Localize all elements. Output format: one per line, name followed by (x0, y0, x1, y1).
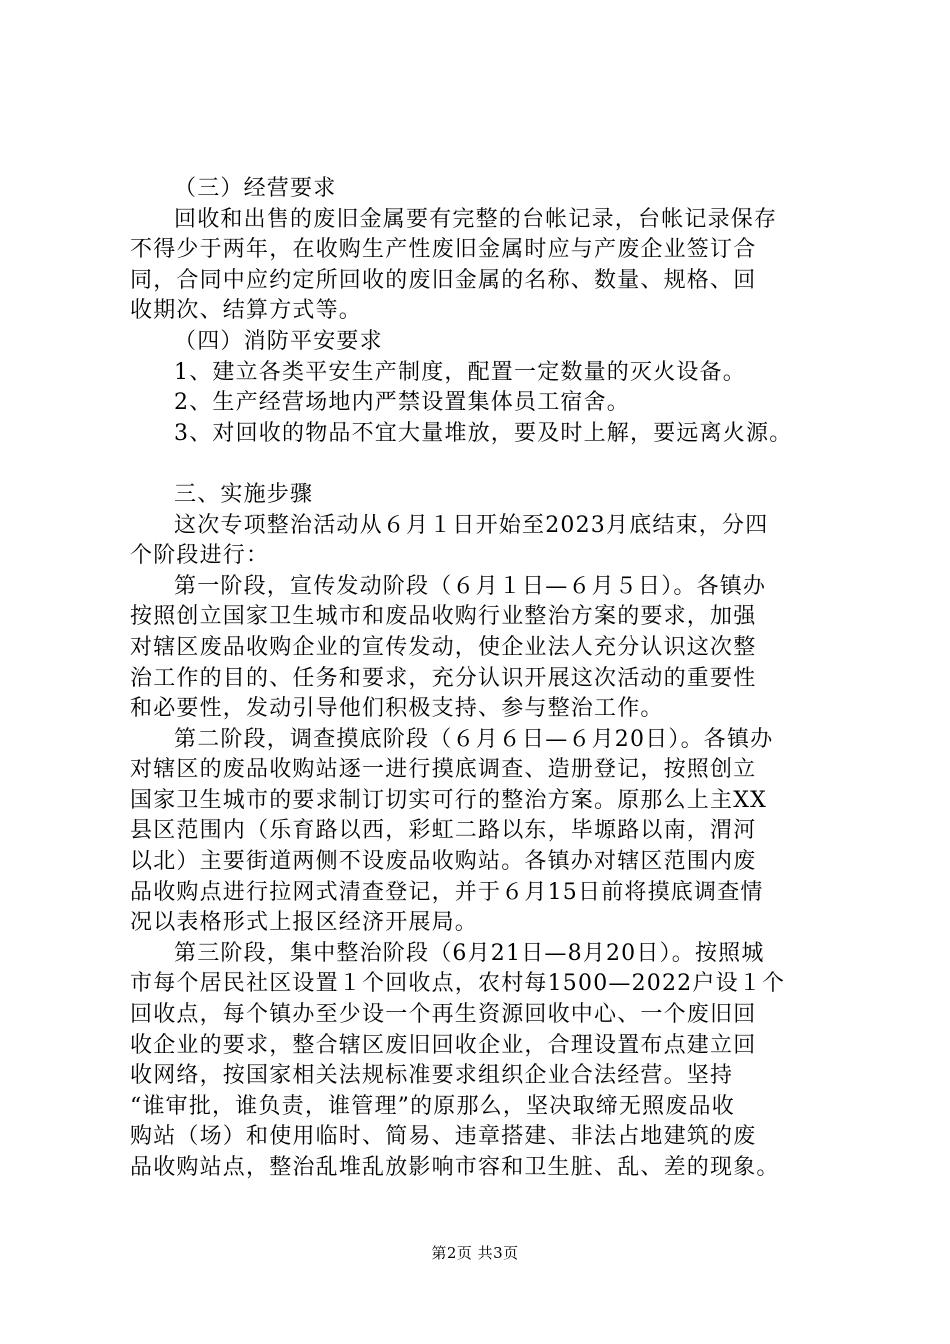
section-heading-operations: （三）经营要求 (174, 176, 337, 201)
list-item: 1、建立各类平安生产制度，配置一定数量的灭火设备。 (174, 359, 746, 385)
paragraph-line: 第一阶段，宣传发动阶段（６月１日—６月５日）。各镇办 (174, 573, 767, 599)
paragraph-line: 以北）主要街道两侧不设废品收购站。各镇办对辖区范围内废 (130, 849, 757, 875)
paragraph-line: 和必要性，发动引导他们积极支持、参与整治工作。 (130, 696, 664, 722)
paragraph-line: “谁审批，谁负责，谁管理”的原那么，坚决取缔无照废品收 (130, 1093, 735, 1119)
paragraph-line: 第二阶段，调查摸底阶段（６月６日—６月20日）。各镇办 (174, 726, 774, 752)
paragraph-line: 按照创立国家卫生城市和废品收购行业整治方案的要求，加强 (130, 604, 757, 630)
blank-line (130, 449, 845, 480)
paragraph-line: 市每个居民社区设置１个回收点，农村每1500—2022户设１个 (130, 971, 786, 997)
paragraph-line: 回收和出售的废旧金属要有完整的台帐记录，台帐记录保存 (174, 206, 778, 232)
paragraph-line: 收期次、结算方式等。 (130, 298, 363, 324)
paragraph-line: 品收购点进行拉网式清查登记，并于６月15日前将摸底调查情 (130, 879, 764, 905)
paragraph-line: 第三阶段，集中整治阶段（6月21日—8月20日）。按照城 (174, 940, 765, 966)
paragraph-line: 这次专项整治活动从６月１日开始至2023月底结束，分四 (174, 512, 769, 538)
list-item: 2、生产经营场地内严禁设置集体员工宿舍。 (174, 390, 630, 416)
section-heading-fire-safety: （四）消防平安要求 (174, 328, 383, 354)
paragraph-line: 回收点，每个镇办至少设一个再生资源回收中心、一个废旧回 (130, 1002, 757, 1028)
paragraph-line: 购站（场）和使用临时、简易、违章搭建、非法占地建筑的废 (130, 1124, 757, 1150)
document-body (130, 174, 845, 1184)
paragraph-line: 况以表格形式上报区经济开展局。 (130, 910, 479, 936)
paragraph-line: 对辖区的废品收购站逐一进行摸底调查、造册登记，按照创立 (130, 757, 757, 783)
section-heading-steps: 三、实施步骤 (174, 481, 314, 507)
paragraph-line: 县区范围内（乐育路以西，彩虹二路以东，毕塬路以南，渭河 (130, 818, 757, 844)
paragraph-line: 个阶段进行： (130, 543, 270, 569)
page-number-footer: 第2页 共3页 (431, 1244, 519, 1262)
paragraph-line: 对辖区废品收购企业的宣传发动，使企业法人充分认识这次整 (130, 634, 757, 660)
paragraph-line: 品收购站点，整治乱堆乱放影响市容和卫生脏、乱、差的现象。 (130, 1155, 780, 1180)
paragraph-line: 不得少于两年，在收购生产性废旧金属时应与产废企业签订合 (130, 237, 757, 263)
paragraph-line: 收企业的要求，整合辖区废旧回收企业，合理设置布点建立回 (130, 1032, 757, 1058)
paragraph-line: 国家卫生城市的要求制订切实可行的整治方案。原那么上主XX (130, 787, 767, 813)
paragraph-line: 同，合同中应约定所回收的废旧金属的名称、数量、规格、回 (130, 267, 757, 293)
list-item: 3、对回收的物品不宜大量堆放，要及时上解，要远离火源。 (174, 420, 793, 446)
paragraph-line: 收网络，按国家相关法规标准要求组织企业合法经营。坚持 (130, 1063, 734, 1089)
paragraph-line: 治工作的目的、任务和要求，充分认识开展这次活动的重要性 (130, 665, 757, 691)
